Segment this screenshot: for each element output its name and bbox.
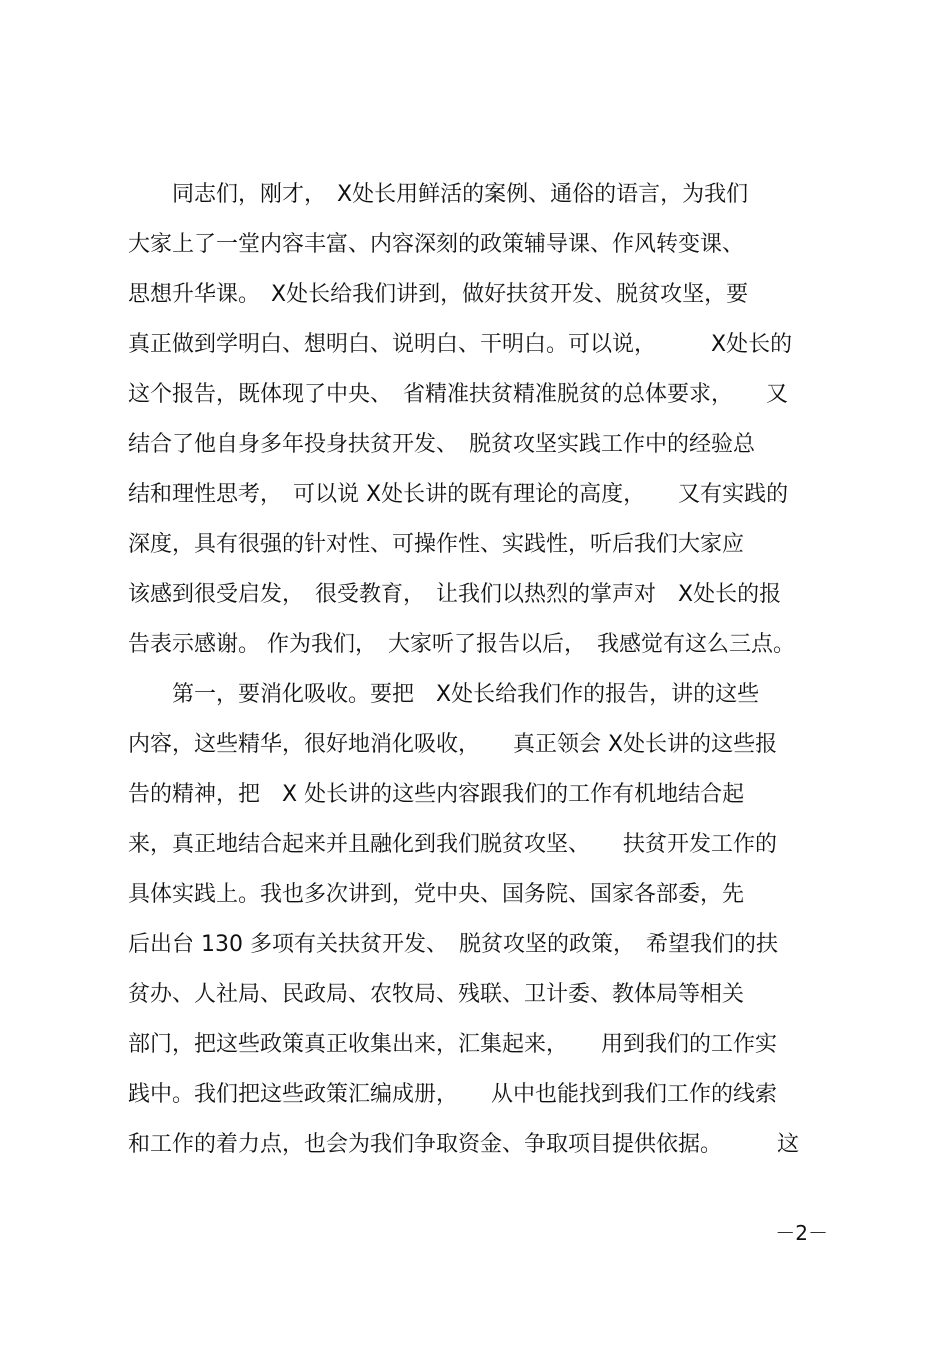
text-line: 结合了他自身多年投身扶贫开发、 脱贫攻坚实践工作中的经验总 — [128, 432, 756, 457]
text-line: 真正做到学明白、想明白、说明白、干明白。可以说， X处长的 — [128, 332, 793, 357]
text-line: 来，真正地结合起来并且融化到我们脱贫攻坚、 扶贫开发工作的 — [128, 832, 778, 857]
text-line: 第一，要消化吸收。要把 X处长给我们作的报告，讲的这些 — [128, 682, 760, 707]
text-line: 部门，把这些政策真正收集出来，汇集起来， 用到我们的工作实 — [128, 1032, 778, 1057]
text-line: 大家上了一堂内容丰富、内容深刻的政策辅导课、作风转变课、 — [128, 232, 745, 257]
text-line: 深度，具有很强的针对性、可操作性、实践性，听后我们大家应 — [128, 532, 745, 557]
text-line: 具体实践上。我也多次讲到，党中央、国务院、国家各部委，先 — [128, 882, 745, 907]
text-line: 同志们，刚才， X处长用鲜活的案例、通俗的语言，为我们 — [128, 182, 749, 207]
text-line: 告表示感谢。 作为我们， 大家听了报告以后， 我感觉有这么三点。 — [128, 632, 795, 657]
text-line: 后出台 130 多项有关扶贫开发、 脱贫攻坚的政策， 希望我们的扶 — [128, 932, 778, 957]
text-line: 贫办、人社局、民政局、农牧局、残联、卫计委、教体局等相关 — [128, 982, 745, 1007]
text-line: 这个报告，既体现了中央、 省精准扶贫精准脱贫的总体要求， 又 — [128, 382, 789, 407]
text-line: 告的精神，把 X 处长讲的这些内容跟我们的工作有机地结合起 — [128, 782, 745, 807]
text-line: 和工作的着力点，也会为我们争取资金、争取项目提供依据。 这 — [128, 1132, 800, 1157]
text-line: 思想升华课。 X处长给我们讲到，做好扶贫开发、脱贫攻坚，要 — [128, 282, 749, 307]
text-line: 该感到很受启发， 很受教育， 让我们以热烈的掌声对 X处长的报 — [128, 582, 782, 607]
text-line: 践中。我们把这些政策汇编成册， 从中也能找到我们工作的线索 — [128, 1082, 778, 1107]
page-number: －2－ — [775, 1221, 828, 1245]
text-line: 结和理性思考， 可以说 X处长讲的既有理论的高度， 又有实践的 — [128, 482, 789, 507]
text-line: 内容，这些精华，很好地消化吸收， 真正领会 X处长讲的这些报 — [128, 732, 778, 757]
